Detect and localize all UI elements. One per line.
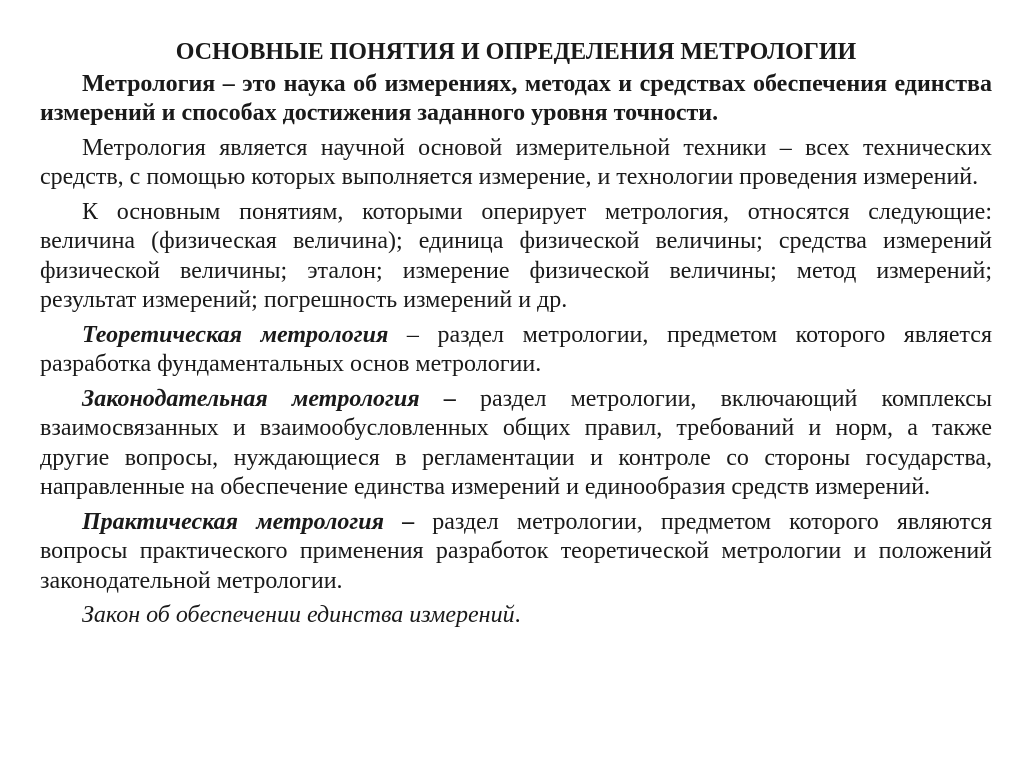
paragraph-text: К основным понятиям, которыми оперирует метрология, относятся следующие: величина (физическая величина); единица физической величины; средства измерений физической величины; эталон; измерение физической величины; метод измерений; результат измерений; погрешность измерений и др. xyxy=(40,198,992,313)
paragraph-law-reference xyxy=(40,601,992,631)
law-title: Закон об обеспечении единства измерений xyxy=(82,602,515,628)
term-theoretical-metrology: Теоретическая метрология xyxy=(82,321,389,348)
paragraph-legal-metrology xyxy=(40,385,992,503)
term-dash: – xyxy=(383,508,415,535)
document-page xyxy=(40,38,992,636)
paragraph-theoretical-metrology xyxy=(40,321,992,380)
paragraph-text: раздел метрологии, включающий комплексы взаимосвязанных и взаимообусловленных общих правил, требований и норм, а также другие вопросы, нуждающиеся в регламентации и контроле со стороны государства, направленные на обеспечение единства измерений и единообразия средств измерений. xyxy=(40,385,993,500)
paragraph-basic-concepts xyxy=(40,198,992,316)
term-dash: – xyxy=(419,385,456,412)
term-practical-metrology: Практическая метрология xyxy=(82,508,384,535)
paragraph-text: Метрология является научной основой измерительной техники – всех технических средств, с помощью которых выполняется измерение, и технологии проведения измерений. xyxy=(40,134,992,190)
paragraph-scientific-basis xyxy=(40,134,992,193)
paragraph-metrology-definition xyxy=(40,70,992,129)
paragraph-text: Метрология – это наука об измерениях, методах и средствах обеспечения единства измерений и способах достижения заданного уровня точности. xyxy=(40,70,992,126)
paragraph-text: – раздел метрологии, предметом которого является разработка фундаментальных основ метрологии. xyxy=(40,321,992,377)
law-title-period: . xyxy=(514,602,521,628)
paragraph-text: раздел метрологии, предметом которого являются вопросы практического применения разработок теоретической метрологии и положений законодательной метрологии. xyxy=(40,508,993,594)
page-title: ОСНОВНЫЕ ПОНЯТИЯ И ОПРЕДЕЛЕНИЯ МЕТРОЛОГИИ xyxy=(175,39,857,65)
paragraph-practical-metrology xyxy=(40,508,992,597)
term-legal-metrology: Законодательная метрология xyxy=(82,385,420,412)
